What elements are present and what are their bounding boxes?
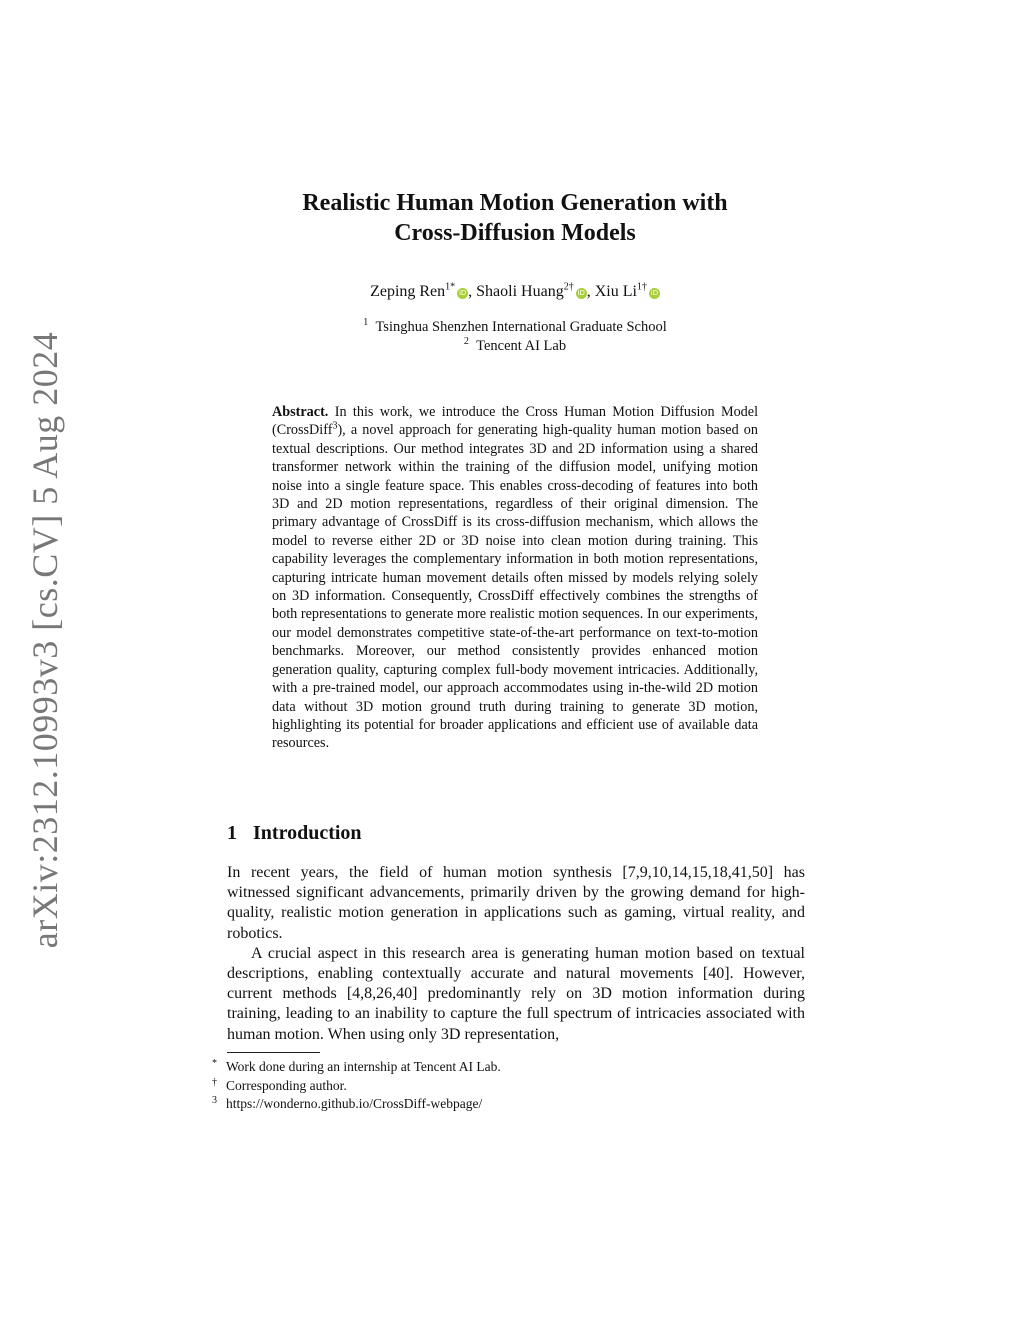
affiliation-line (220, 318, 810, 337)
footnote-text: Corresponding author. (226, 1077, 347, 1093)
author-name: Shaoli Huang (476, 283, 564, 300)
footnotes (212, 1058, 812, 1114)
affiliation-sup: 2 (463, 336, 469, 348)
author-sup: 1* (445, 281, 456, 293)
section-heading (227, 822, 362, 845)
footnote-url-link[interactable]: https://wonderno.github.io/CrossDiff-webpage/ (226, 1096, 483, 1111)
orcid-icon[interactable]: iD (650, 289, 659, 297)
section-number: 1 (227, 822, 237, 844)
arxiv-id-text: arXiv:2312.10993v3 [cs.CV] 5 Aug 2024 (25, 331, 65, 949)
author-name: Zeping Ren (370, 283, 446, 300)
abstract-text-part2: ), a novel approach for generating high-quality human motion based on textual descriptions. Our method integrates 3D and 2D information using a shared transformer network within the training of the diffusion model, unifying motion noise into a single feature space. This enables cross-decoding of features into both 3D and 2D motion representations, regardless of their original dimension. The primary advantage of CrossDiff is its cross-diffusion mechanism, which allows the model to reverse either 2D or 3D noise into clean motion during training. This capability leverages the complementary information in both motion representations, capturing intricate human movement details often missed by models relying solely on 3D information. Consequently, CrossDiff effectively combines the strengths of both representations to generate more realistic motion sequences. In our experiments, our model demonstrates competitive state-of-the-art performance on text-to-motion benchmarks. Moreover, our method consistently provides enhanced motion generation quality, capturing complex full-body movement intricacies. Additionally, with a pre-trained model, our approach accommodates using in-the-wild 2D motion data without 3D motion ground truth during training to generate 3D motion, highlighting its potential for broader applications and efficient use of available data resources. (272, 422, 758, 752)
affiliation-name: Tsinghua Shenzhen International Graduate School (375, 319, 667, 335)
footnote-text: Work done during an internship at Tencent AI Lab. (226, 1059, 501, 1074)
affiliations (220, 318, 810, 356)
footnote-mark: * (212, 1058, 217, 1069)
footnote-item (212, 1058, 812, 1077)
arxiv-stamp (0, 0, 90, 1325)
title-line-1: Realistic Human Motion Generation with (302, 190, 728, 216)
abstract (272, 403, 758, 753)
orcid-icon[interactable]: iD (577, 289, 585, 297)
affiliation-sup: 1 (363, 317, 369, 329)
author-sup: 2† (563, 281, 574, 293)
title-line-2: Cross-Diffusion Models (394, 220, 636, 246)
orcid-icon[interactable]: iD (458, 289, 467, 297)
abstract-text-part1: In this work, we introduce the Cross Human Motion Diffusion Model (CrossDiff (272, 404, 759, 439)
footnote-divider (227, 1052, 320, 1053)
section-title: Introduction (253, 822, 362, 844)
author-list: Zeping Ren$^{1*}$iD , Shaoli Huang$^{2\dagger}$iD , Xiu $Li^{1\dagger}iD$ (370, 281, 659, 300)
author-sup: 1† (636, 281, 647, 293)
author-name: Xiu Li (594, 283, 637, 300)
paragraph: A crucial aspect in this research area is generating human motion based on textual descriptions, enabling contextually accurate and natural movements [40]. However, current methods [4,8,26,40] predominantly rely on 3D motion information during training, leading to an inability to capture the full spectrum of intricacies associated with human motion. When using only 3D representation, (227, 944, 805, 1043)
introduction-body (227, 863, 805, 1045)
abstract-label: Abstract. (272, 404, 329, 420)
affiliation-line (220, 337, 810, 356)
affiliation-name: Tencent AI Lab (476, 338, 567, 354)
paragraph: In recent years, the field of human motion synthesis [7,9,10,14,15,18,41,50] has witnessed significant advancements, primarily driven by the growing demand for high-quality, realistic motion generation in applications such as gaming, virtual reality, and robotics. (227, 864, 805, 942)
abstract-footnote-ref[interactable]: 3 (332, 420, 338, 432)
footnote-item (212, 1095, 812, 1114)
footnote-mark: † (212, 1076, 217, 1088)
footnote-mark: 3 (212, 1095, 217, 1106)
footnote-item (212, 1077, 812, 1096)
paper-title (220, 188, 810, 248)
